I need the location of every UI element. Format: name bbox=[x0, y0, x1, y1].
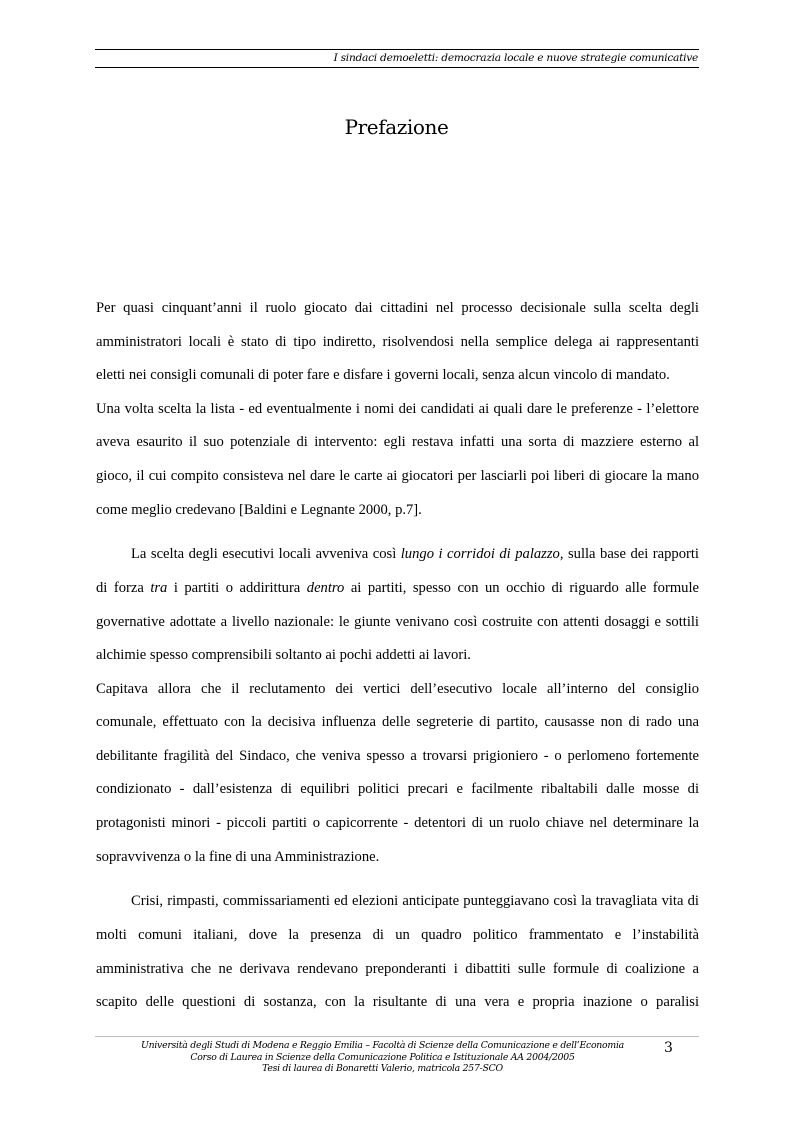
text-line: amministrativa che ne derivava rendevano preponderanti i dibattiti sulle formule di coalizione a bbox=[96, 960, 699, 977]
text-line: scapito delle questioni di sostanza, con la risultante di una vera e propria inazione o paralisi bbox=[96, 994, 699, 1011]
paragraph-2 bbox=[96, 398, 699, 521]
text-line: governative adottate a livello nazionale: le giunte venivano così costruite con attenti dosaggi e sottili bbox=[96, 613, 699, 630]
footer-rule bbox=[95, 1036, 699, 1037]
page-title: Prefazione bbox=[344, 115, 449, 139]
page-footer bbox=[95, 1040, 670, 1075]
text-run: i partiti o addirittura bbox=[167, 579, 307, 596]
paragraph-4 bbox=[96, 678, 699, 868]
text-line: condizionato - dall’esistenza di equilibri politici precari e facilmente ribaltabili dalle mosse di bbox=[96, 781, 699, 798]
running-header-title: I sindaci demoeletti: democrazia locale e nuove strategie comunicative bbox=[333, 52, 698, 64]
text-line: debilitante fragilità del Sindaco, che veniva spesso a trovarsi prigioniero - o perlomeno fortemente bbox=[96, 747, 699, 764]
text-line: Capitava allora che il reclutamento dei vertici dell’esecutivo locale all’interno del consiglio bbox=[96, 680, 699, 697]
footer-thesis-author: Tesi di laurea di Bonaretti Valerio, matricola 257-SCO bbox=[262, 1063, 503, 1075]
body-text bbox=[96, 297, 699, 1025]
footer-university: Università degli Studi di Modena e Reggio Emilia – Facoltà di Scienze della Comunicazione e dell’Economia bbox=[141, 1040, 624, 1051]
emphasis-text: lungo i corridoi di palazzo bbox=[400, 546, 560, 563]
emphasis-text: tra bbox=[150, 579, 168, 596]
text-line: Crisi, rimpasti, commissariamenti ed elezioni anticipate punteggiavano così la travagliata vita di bbox=[131, 893, 699, 910]
text-run: , sulla base dei rapporti bbox=[559, 546, 699, 563]
paragraph-1 bbox=[96, 297, 699, 387]
text-line: molti comuni italiani, dove la presenza di un quadro politico frammentato e l’instabilità bbox=[96, 927, 699, 944]
text-line: come meglio credevano [Baldini e Legnante 2000, p.7]. bbox=[96, 501, 422, 518]
text-run: ai partiti, spesso con un occhio di riguardo alle formule bbox=[344, 579, 699, 596]
text-line: Per quasi cinquant’anni il ruolo giocato dai cittadini nel processo decisionale sulla scelta degli bbox=[96, 300, 699, 316]
text-line: comunale, effettuato con la decisiva influenza delle segreterie di partito, causasse non di rado una bbox=[96, 714, 699, 731]
text-line: Una volta scelta la lista - ed eventualmente i nomi dei candidati ai quali dare le preferenze - l’elettore bbox=[96, 400, 699, 417]
emphasis-text: dentro bbox=[306, 579, 345, 596]
header-rule-top bbox=[95, 49, 699, 50]
text-line: alchimie spesso comprensibili soltanto ai pochi addetti ai lavori. bbox=[96, 647, 471, 664]
text-line: gioco, il cui compito consisteva nel dare le carte ai giocatori per lasciarli poi liberi di giocare la mano bbox=[96, 467, 699, 484]
paragraph-5 bbox=[96, 890, 699, 1024]
page-number: 3 bbox=[664, 1040, 673, 1056]
text-line: protagonisti minori - piccoli partiti o capicorrente - detentori di un ruolo chiave nel determinare la bbox=[96, 815, 699, 832]
text-line: sopravvivenza o la fine di una Amministrazione. bbox=[96, 848, 380, 865]
footer-course: Corso di Laurea in Scienze della Comunicazione Politica e Istituzionale AA 2004/2005 bbox=[190, 1051, 575, 1063]
paragraph-3 bbox=[96, 543, 699, 666]
text-line bbox=[96, 543, 699, 577]
text-run: La scelta degli esecutivi locali avveniva così bbox=[131, 546, 401, 563]
text-line: eletti nei consigli comunali di poter fare e disfare i governi locali, senza alcun vincolo di mandato. bbox=[96, 367, 670, 384]
text-line: amministratori locali è stato di tipo indiretto, risolvendosi nella semplice delega ai rappresentanti bbox=[96, 333, 699, 350]
text-line bbox=[96, 577, 699, 611]
text-line: aveva esaurito il suo potenziale di intervento: egli restava infatti una sorta di mazziere esterno al bbox=[96, 434, 699, 451]
text-run: di forza bbox=[96, 579, 151, 596]
header-rule-bottom bbox=[95, 67, 699, 68]
